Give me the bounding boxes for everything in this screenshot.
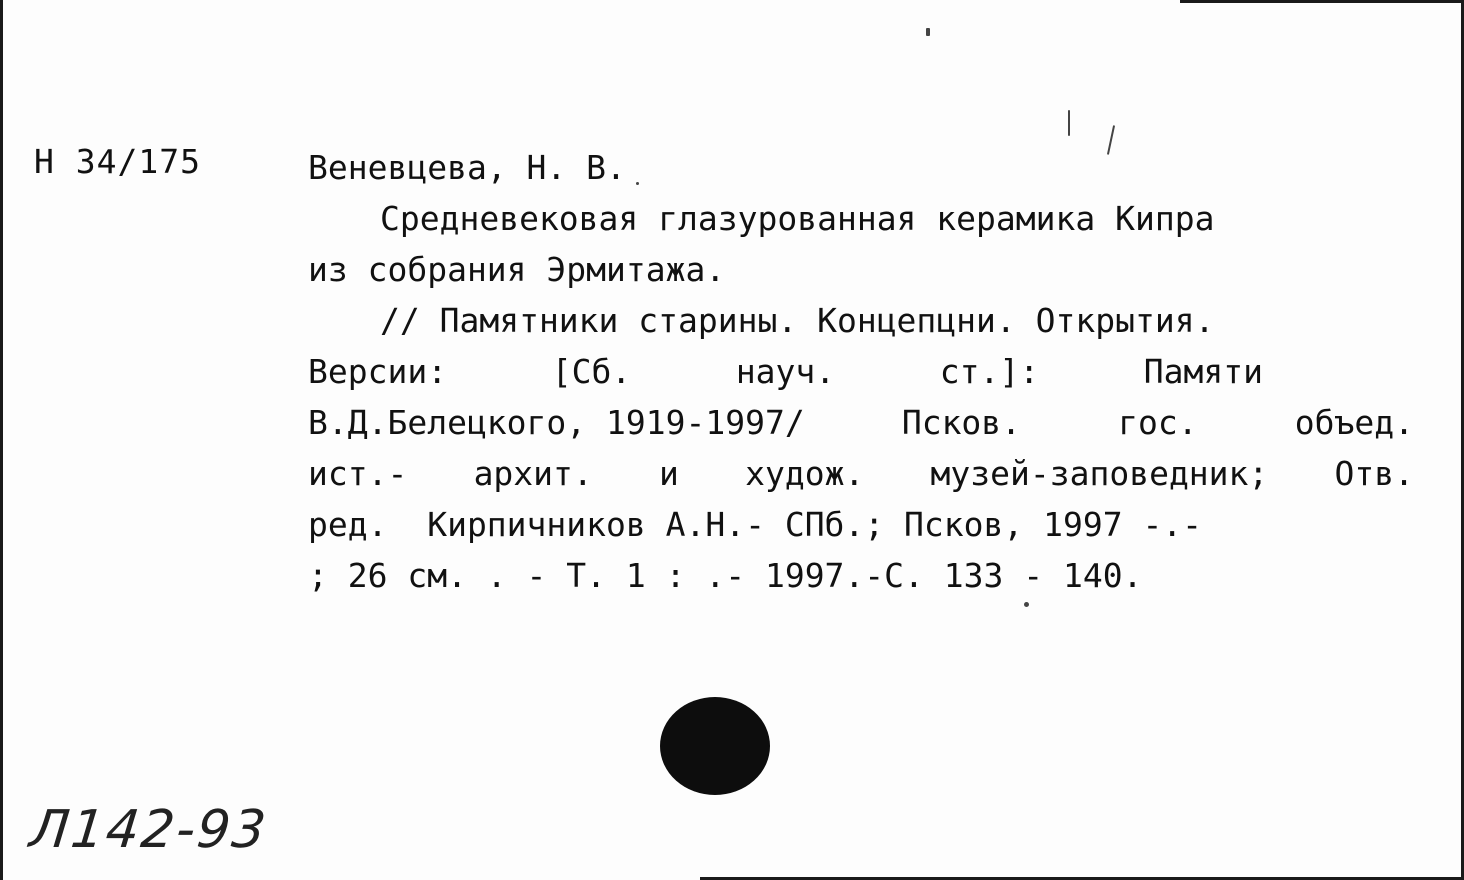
scan-mark — [636, 182, 639, 185]
source-line — [308, 346, 1263, 397]
source-word: музей-заповедник; — [930, 454, 1269, 493]
scan-mark — [926, 28, 930, 36]
card-border-top — [1180, 0, 1464, 3]
title-line: из собрания Эрмитажа. — [308, 250, 726, 289]
handwritten-note: Л142-93 — [26, 800, 271, 860]
card-border-left — [0, 0, 3, 880]
punch-hole — [660, 697, 770, 795]
source-word: худож. — [745, 454, 865, 493]
source-word: и — [659, 454, 679, 493]
source-line: // Памятники старины. Концепцни. Открытия. — [380, 301, 1215, 340]
source-line: ; 26 см. . - Т. 1 : .- 1997.-С. 133 - 140. — [308, 556, 1143, 595]
title-line: Средневековая глазурованная керамика Кипра — [380, 199, 1215, 238]
source-word: архит. — [473, 454, 593, 493]
source-word: объед. — [1294, 403, 1414, 442]
source-word: Версии: — [308, 352, 448, 391]
bibliographic-entry — [308, 142, 1414, 601]
source-line — [308, 448, 1414, 499]
source-word: гос. — [1118, 403, 1198, 442]
source-word: ст.]: — [939, 352, 1040, 391]
source-word: Отв. — [1334, 454, 1414, 493]
source-word: ист.- — [308, 454, 408, 493]
source-word: Псков. — [901, 403, 1022, 442]
scan-mark — [1068, 110, 1070, 136]
source-word: В.Д.Белецкого, 1919-1997/ — [308, 403, 805, 442]
source-word: [Сб. — [551, 352, 632, 391]
source-word: Памяти — [1143, 352, 1263, 391]
source-line — [308, 397, 1414, 448]
source-word: науч. — [735, 352, 836, 391]
source-line: ред. Кирпичников А.Н.- СПб.; Псков, 1997 -.- — [308, 505, 1203, 544]
shelfmark: Н 34/175 — [34, 142, 201, 181]
scan-mark — [1024, 602, 1029, 607]
author: Веневцева, Н. В. — [308, 148, 626, 187]
